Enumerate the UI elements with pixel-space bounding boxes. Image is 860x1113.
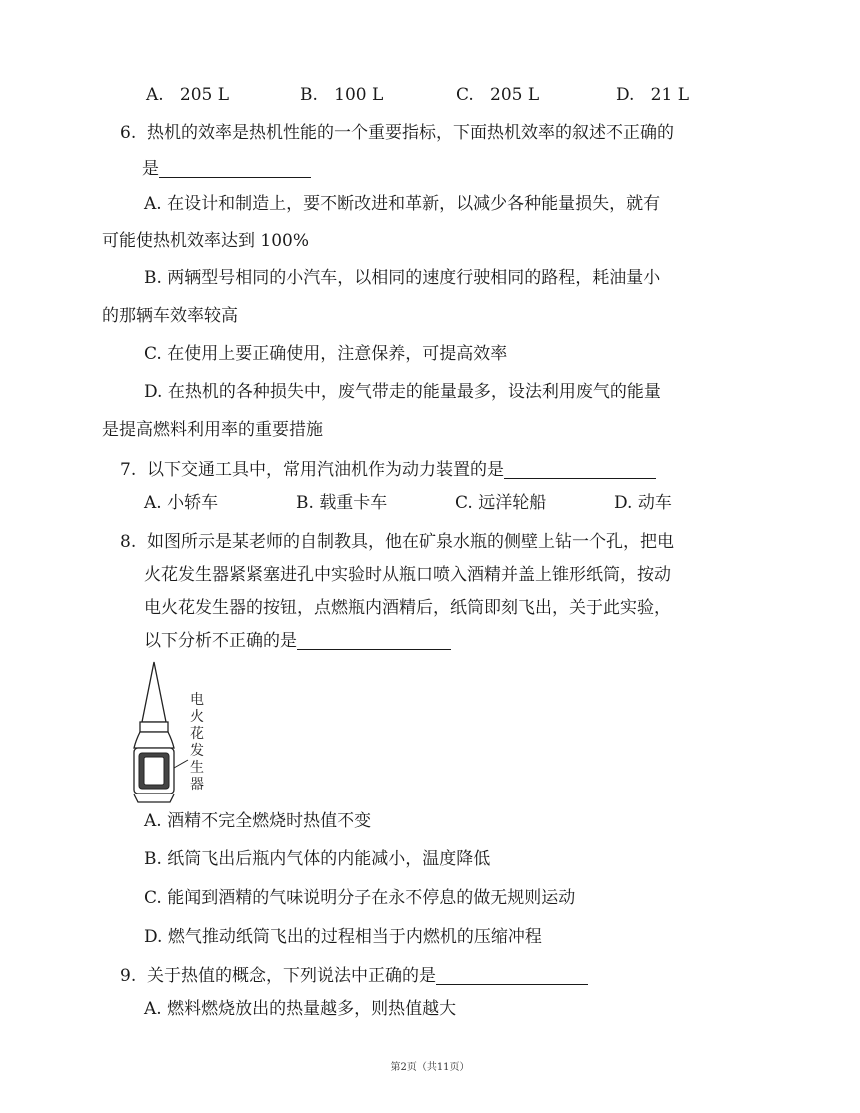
q8-stem-line3: 电火花发生器的按钮，点燃瓶内酒精后，纸筒即刻飞出，关于此实验， [144,598,671,618]
q5-option-a: A. 205 L [146,85,230,105]
q9-stem: 9. 关于热值的概念，下列说法中正确的是 [120,965,588,987]
q7-answer-blank[interactable] [504,460,656,479]
q9-answer-blank[interactable] [436,966,588,985]
q8-stem-line1: 8. 如图所示是某老师的自制教具，他在矿泉水瓶的侧壁上钻一个孔，把电 [120,532,675,552]
q6-option-c: C. 在使用上要正确使用，注意保养，可提高效率 [144,344,508,364]
q8-stem-line4: 以下分析不正确的是 [144,630,451,652]
q8-option-d: D. 燃气推动纸筒飞出的过程相当于内燃机的压缩冲程 [144,927,542,947]
spark-generator-label: 电火花发生器 [190,692,204,793]
q8-stem-line2: 火花发生器紧紧塞进孔中实验时从瓶口喷入酒精并盖上锥形纸筒，按动 [144,565,671,585]
bottle-diagram [126,660,226,805]
q6-option-a-line2: 可能使热机效率达到 100% [102,231,310,251]
q9-option-a: A. 燃料燃烧放出的热量越多，则热值越大 [144,999,457,1019]
q8-option-a: A. 酒精不完全燃烧时热值不变 [144,811,372,831]
q7-option-d: D. 动车 [614,493,672,513]
bottle-shoulder-shape [134,732,174,748]
q6-stem-line1: 6. 热机的效率是热机性能的一个重要指标，下面热机效率的叙述不正确的 [120,123,675,143]
q8-figure-bottle [126,660,226,805]
q6-option-a-line1: A. 在设计和制造上，要不断改进和革新，以减少各种能量损失，就有 [144,194,661,214]
q8-option-c: C. 能闻到酒精的气味说明分子在永不停息的做无规则运动 [144,888,576,908]
q6-option-d-line2: 是提高燃料利用率的重要措施 [102,420,323,440]
bottle-base-shape [134,794,174,802]
q5-option-c: C. 205 L [456,85,540,105]
paper-cone-shape [142,662,166,722]
bottle-window-shape [144,757,164,785]
bottle-neck-shape [140,722,168,732]
q6-answer-blank[interactable] [159,159,311,178]
q5-option-b: B. 100 L [300,85,384,105]
q6-option-d-line1: D. 在热机的各种损失中，废气带走的能量最多，设法利用废气的能量 [144,382,661,402]
q8-answer-blank[interactable] [297,631,451,650]
q7-option-c: C. 远洋轮船 [455,493,547,513]
q6-stem-line2: 是 [142,158,311,180]
q7-stem: 7. 以下交通工具中，常用汽油机作为动力装置的是 [120,459,656,481]
page-footer: 第2页（共11页） [390,1062,470,1073]
q6-option-b-line2: 的那辆车效率较高 [102,306,238,326]
q6-option-b-line1: B. 两辆型号相同的小汽车，以相同的速度行驶相同的路程，耗油量小 [144,268,661,288]
q7-option-b: B. 载重卡车 [296,493,388,513]
q5-option-d: D. 21 L [616,85,689,105]
q8-option-b: B. 纸筒飞出后瓶内气体的内能减小，温度降低 [144,849,491,869]
q7-option-a: A. 小轿车 [144,493,219,513]
spark-lead-line [174,760,188,768]
